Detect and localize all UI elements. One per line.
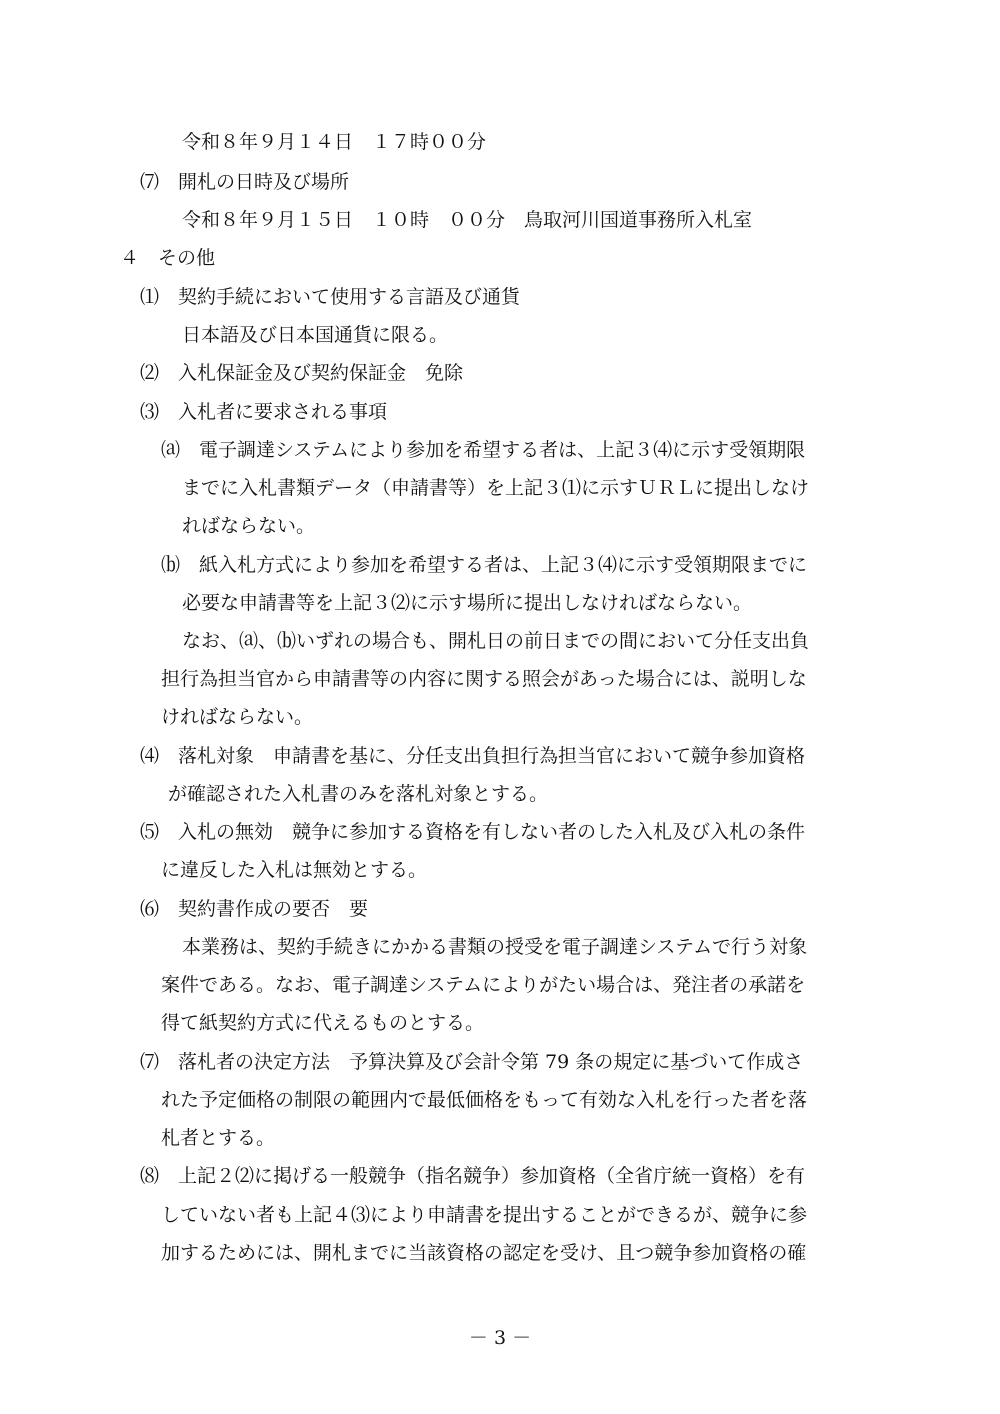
text-line-13: 必要な申請書等を上記３⑵に示す場所に提出しなければならない。: [182, 592, 753, 614]
text-line-2: ⑺ 開札の日時及び場所: [140, 171, 350, 193]
page-number: － 3 －: [468, 1327, 532, 1349]
text-line-23: 案件である。なお、電子調達システムによりがたい場合は、発注者の承諾を: [161, 974, 806, 996]
text-line-15: 担行為担当官から申請書等の内容に関する照会があった場合には、説明しな: [161, 668, 807, 690]
text-line-27: 札者とする。: [161, 1127, 276, 1149]
text-line-12: ⒝ 紙入札方式により参加を希望する者は、上記３⑷に示す受領期限までに: [161, 554, 808, 576]
text-line-10: までに入札書類データ（申請書等）を上記３⑴に示すＵＲＬに提出しなけ: [182, 477, 810, 499]
text-line-25: ⑺ 落札者の決定方法 予算決算及び会計令第 79 条の規定に基づいて作成さ: [140, 1051, 804, 1073]
text-line-7: ⑵ 入札保証金及び契約保証金 免除: [140, 362, 464, 384]
text-line-24: 得て紙契約方式に代えるものとする。: [161, 1012, 485, 1034]
text-line-18: が確認された入札書のみを落札対象とする。: [168, 783, 549, 805]
text-line-19: ⑸ 入札の無効 競争に参加する資格を有しない者のした入札及び入札の条件: [140, 821, 806, 843]
text-line-29: していない者も上記４⑶により申請書を提出することができるが、競争に参: [161, 1204, 808, 1226]
text-line-30: 加するためには、開札までに当該資格の認定を受け、且つ競争参加資格の確: [161, 1242, 807, 1264]
text-line-21: ⑹ 契約書作成の要否 要: [140, 898, 369, 920]
text-line-14: なお、⒜、⒝いずれの場合も、開札日の前日までの間において分任支出負: [182, 630, 810, 652]
text-line-28: ⑻ 上記２⑵に掲げる一般競争（指名競争）参加資格（全省庁統一資格）を有: [140, 1165, 806, 1187]
text-line-11: ればならない。: [182, 515, 316, 537]
text-line-17: ⑷ 落札対象 申請書を基に、分任支出負担行為担当官において競争参加資格: [140, 745, 806, 767]
text-line-16: ければならない。: [161, 706, 314, 728]
section-heading: ４ その他: [120, 247, 216, 269]
text-line-20: に違反した入札は無効とする。: [161, 859, 428, 881]
text-line-22: 本業務は、契約手続きにかかる書類の授受を電子調達システムで行う対象: [182, 936, 808, 958]
text-line-6: 日本語及び日本国通貨に限る。: [182, 324, 449, 346]
text-line-9: ⒜ 電子調達システムにより参加を希望する者は、上記３⑷に示す受領期限: [161, 439, 806, 461]
text-line-26: れた予定価格の制限の範囲内で最低価格をもって有効な入札を行った者を落: [161, 1089, 808, 1111]
text-line-5: ⑴ 契約手続において使用する言語及び通貨: [140, 286, 521, 308]
text-line-8: ⑶ 入札者に要求される事項: [140, 401, 388, 423]
text-line-1: 令和８年９月１４日 １７時００分: [182, 131, 487, 153]
text-line-3: 令和８年９月１５日 １０時 ００分 鳥取河川国道事務所入札室: [182, 209, 753, 231]
